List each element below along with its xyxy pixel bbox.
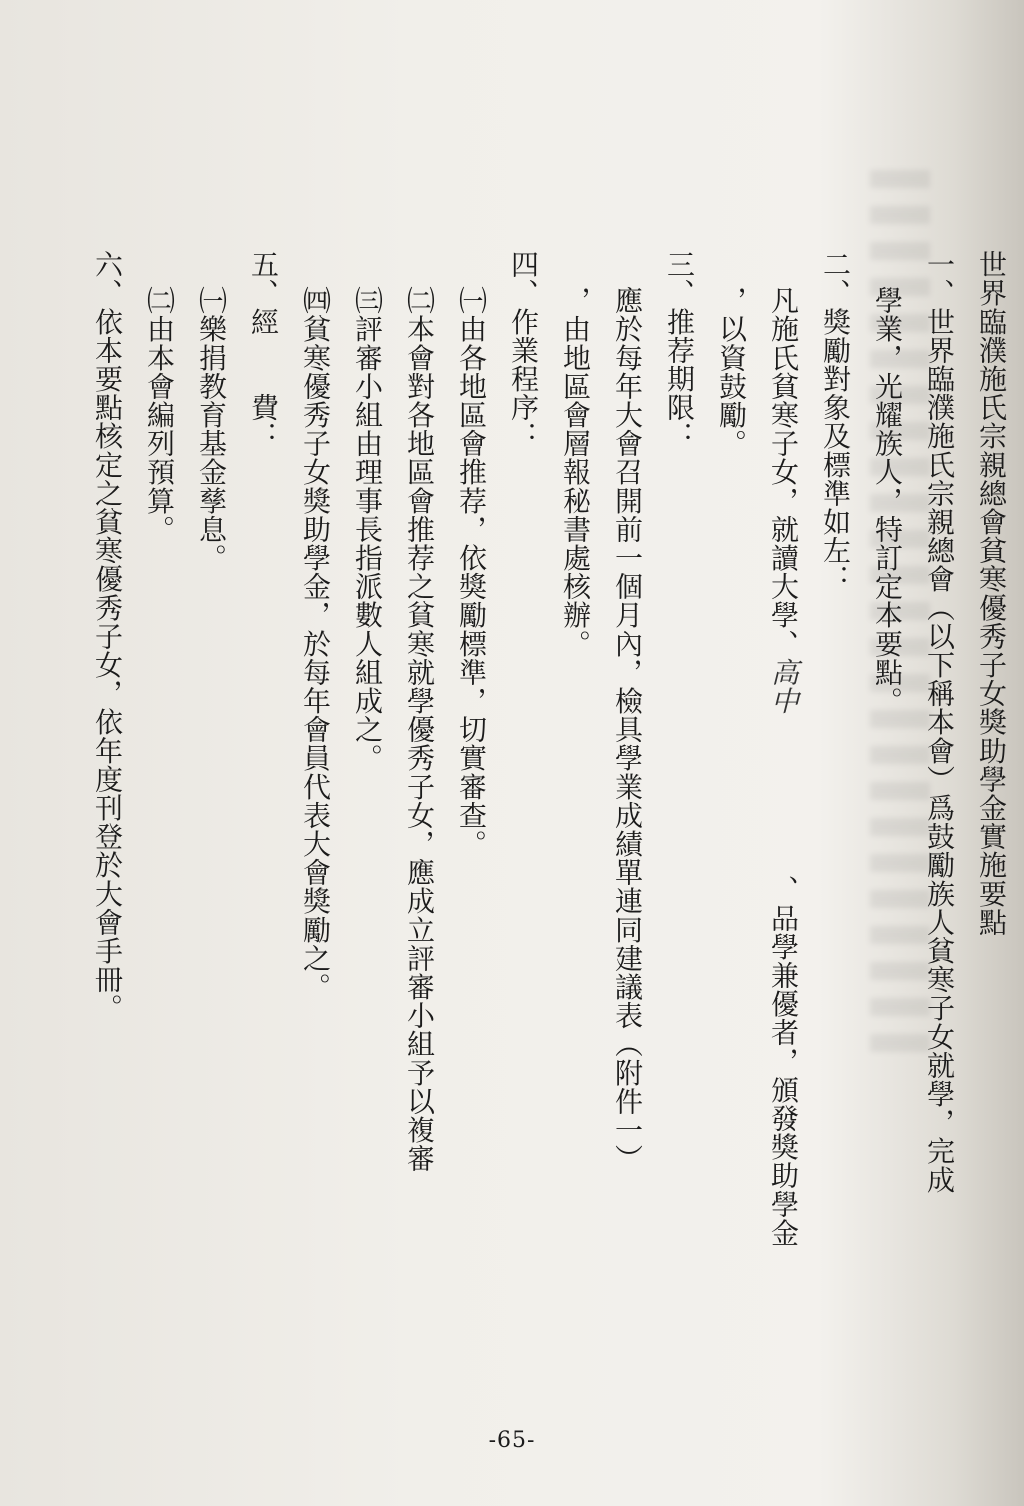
clause-5-item-2: ㈡由本會編列預算。 xyxy=(143,286,176,544)
clause-3-line-1: 應於每年大會召開前一個月內，檢具學業成績單連同建議表︵附件一︶ xyxy=(611,286,644,1173)
clause-1-line-2: 學業，光耀族人，特訂定本要點。 xyxy=(871,286,904,715)
clause-5-heading: 五、經 費： xyxy=(247,250,280,451)
clause-1-line-1: 一、世界臨濮施氏宗親總會︵以下稱本會︶爲鼓勵族人貧寒子女就學，完成 xyxy=(923,250,956,1194)
clause-5-item-1: ㈠樂捐教育基金孳息。 xyxy=(195,286,228,572)
clause-2-line-1 xyxy=(761,286,801,1247)
clause-6: 六、依本要點核定之貧寒優秀子女，依年度刊登於大會手冊。 xyxy=(91,250,124,1023)
page-number: -65- xyxy=(488,1428,536,1453)
clause-2-heading: 二、獎勵對象及標準如左： xyxy=(819,250,852,594)
clause-3-heading: 三、推荐期限： xyxy=(663,250,696,451)
document-title: 世界臨濮施氏宗親總會貧寒優秀子女獎助學金實施要點 xyxy=(975,250,1008,937)
clause-4-heading: 四、作業程序： xyxy=(507,250,540,451)
clause-4-item-3: ㈢評審小組由理事長指派數人組成之。 xyxy=(351,286,384,773)
clause-4-item-4: ㈣貧寒優秀子女獎助學金，於每年會員代表大會獎勵之。 xyxy=(299,286,332,1001)
clause-3-line-2: ，由地區會層報秘書處核辦。 xyxy=(559,286,592,658)
clause-2-line-2: ，以資鼓勵。 xyxy=(715,286,748,458)
clause-4-item-2: ㈡本會對各地區會推荐之貧寒就學優秀子女，應成立評審小組予以複審 xyxy=(403,286,436,1173)
clause-2-line-1-cont: 、品學兼優者，頒發獎助學金 xyxy=(767,875,800,1247)
handwritten-note: 高中 xyxy=(767,657,800,716)
clause-4-item-1: ㈠由各地區會推荐，依獎勵標準，切實審查。 xyxy=(455,286,488,858)
clause-2-line-1-text: 凡施氏貧寒子女，就讀大學、 xyxy=(767,286,800,658)
